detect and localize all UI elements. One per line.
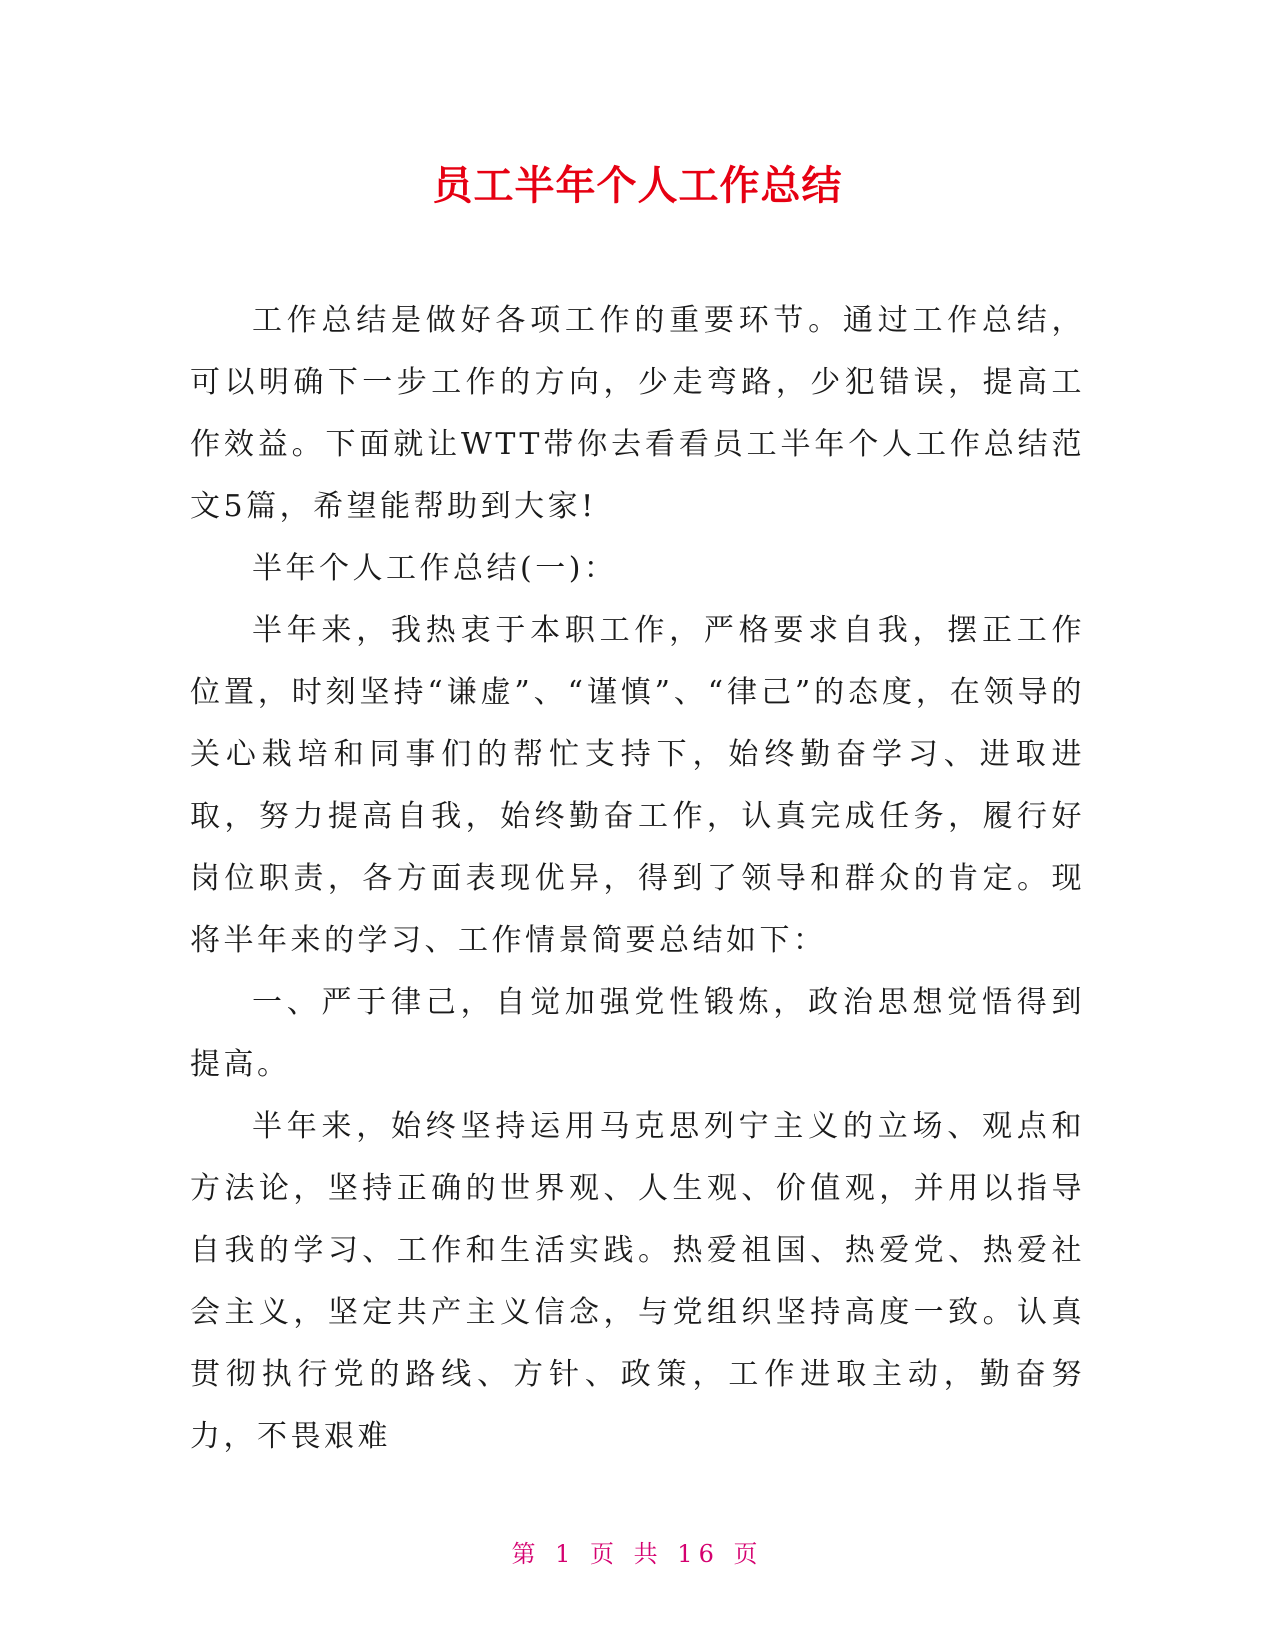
paragraph-summary: 半年来，我热衷于本职工作，严格要求自我，摆正工作位置，时刻坚持“谦虚”、“谨慎”、“律己”的态度，在领导的关心栽培和同事们的帮忙支持下，始终勤奋学习、进取进取，努力提高自我，始终勤奋工作，认真完成任务，履行好岗位职责，各方面表现优异，得到了领导和群众的肯定。现将半年来的学习、工作情景简要总结如下： <box>190 613 1085 958</box>
document-title: 员工半年个人工作总结 <box>432 163 843 209</box>
document-body <box>190 290 1085 1468</box>
paragraph-section-heading: 半年个人工作总结(一)： <box>252 551 618 586</box>
paragraph-intro: 工作总结是做好各项工作的重要环节。通过工作总结，可以明确下一步工作的方向，少走弯路，少犯错误，提高工作效益。下面就让WTT带你去看看员工半年个人工作总结范文5篇，希望能帮助到大家! <box>190 303 1085 524</box>
paragraph-point-one: 一、严于律己，自觉加强党性锻炼，政治思想觉悟得到提高。 <box>190 985 1085 1082</box>
page-number-footer: 第 1 页 共 16 页 <box>511 1540 764 1568</box>
paragraph-political: 半年来，始终坚持运用马克思列宁主义的立场、观点和方法论，坚持正确的世界观、人生观、价值观，并用以指导自我的学习、工作和生活实践。热爱祖国、热爱党、热爱社会主义，坚定共产主义信念，与党组织坚持高度一致。认真贯彻执行党的路线、方针、政策，工作进取主动，勤奋努力，不畏艰难 <box>190 1109 1085 1454</box>
